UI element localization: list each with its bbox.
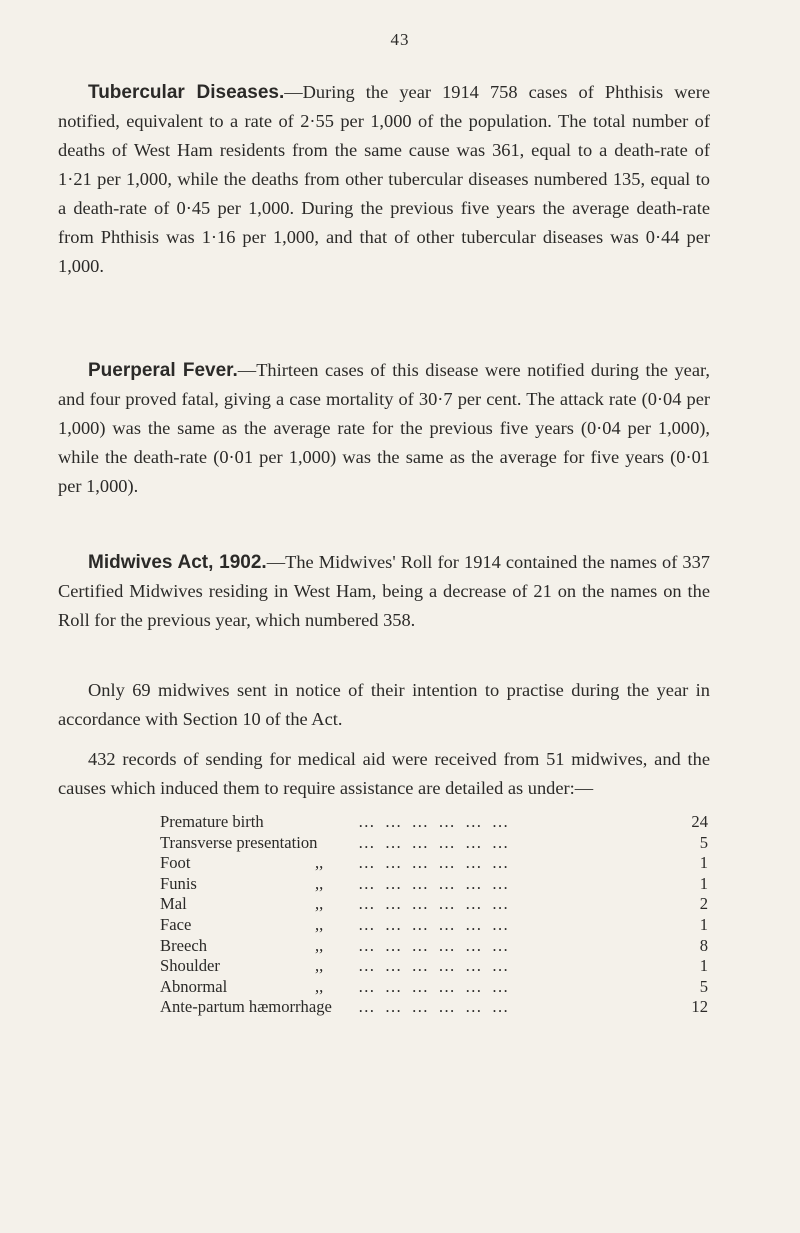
cause-label: Abnormal [160,976,228,996]
paragraph-records [58,745,710,803]
text-tubercular: —During the year 1914 758 cases of Phthisis were notified, equivalent to a rate of 2·55 per 1,000 of the population. The total number of deaths of West Ham residents from the same cause was 361, equal to a death-rate of 1·21 per 1,000, while the deaths from other tubercular diseases numbered 135, equal to a death-rate of 0·45 per 1,000. During the previous five years the average death-rate from Phthisis was 1·16 per 1,000, and that of other tubercular diseases was 0·44 per 1,000. [58,82,710,276]
table-row [58,915,710,936]
text-puerperal: —Thirteen cases of this disease were notified during the year, and four proved fatal, giving a case mortality of 30·7 per cent. The attack rate (0·04 per 1,000) was the same as the average rate for the previous five years (0·04 per 1,000), while the death-rate (0·01 per 1,000) was the same as the average for five years (0·01 per 1,000). [58,360,710,496]
text-notice: Only 69 midwives sent in notice of their intention to practise during the year in accordance with Section 10 of the Act. [58,680,710,729]
ditto-mark: ,, [315,853,324,873]
cause-label: Premature birth [160,812,264,831]
dot-leaders: … … … … … … [358,935,512,955]
text-records: 432 records of sending for medical aid were received from 51 midwives, and the causes which induced them to require assistance are detailed as under:— [58,749,710,798]
table-row [58,894,710,915]
dot-leaders: … … … … … … [358,832,512,852]
ditto-mark: ,, [315,894,324,914]
table-row [58,997,710,1018]
cause-count: 1 [699,956,708,976]
table-row [58,874,710,895]
cause-count: 24 [691,812,708,831]
cause-label: Shoulder [160,956,220,976]
dot-leaders: … … … … … … [358,976,512,996]
cause-label: Transverse presentation [160,832,318,852]
table-row [58,956,710,977]
dot-leaders: … … … … … … [358,853,512,873]
table-row [58,853,710,874]
paragraph-notice [58,676,710,734]
cause-count: 5 [699,832,708,852]
dot-leaders: … … … … … … [358,894,512,914]
cause-label: Face [160,914,192,934]
cause-count: 1 [699,914,708,934]
paragraph-midwives [58,548,710,635]
ditto-mark: ,, [315,956,324,976]
cause-count: 5 [699,976,708,996]
heading-midwives: Midwives Act, 1902. [88,552,267,573]
cause-count: 12 [691,997,708,1017]
cause-label: Breech [160,935,207,955]
ditto-mark: ,, [315,935,324,955]
table-row [58,936,710,957]
dot-leaders: … … … … … … [358,812,512,831]
heading-puerperal: Puerperal Fever. [88,360,238,381]
paragraph-tubercular [58,78,710,281]
table-row [58,812,710,833]
causes-table [58,812,710,1018]
cause-label: Foot [160,853,191,873]
table-row [58,977,710,998]
cause-count: 2 [699,894,708,914]
dot-leaders: … … … … … … [358,914,512,934]
dot-leaders: … … … … … … [358,873,512,893]
dot-leaders: … … … … … … [358,956,512,976]
ditto-mark: ,, [315,976,324,996]
heading-tubercular: Tubercular Diseases. [88,82,285,103]
ditto-mark: ,, [315,914,324,934]
cause-label: Mal [160,894,187,914]
cause-count: 8 [699,935,708,955]
cause-label: Funis [160,873,197,893]
table-row [58,833,710,854]
text-midwives: —The Midwives' Roll for 1914 contained the names of 337 Certified Midwives residing in West Ham, being a decrease of 21 on the names on the Roll for the previous year, which numbered 358. [58,552,710,630]
paragraph-puerperal [58,356,710,501]
cause-count: 1 [699,853,708,873]
dot-leaders: … … … … … … [358,997,512,1017]
ditto-mark: ,, [315,873,324,893]
page-number: 43 [390,30,410,49]
cause-count: 1 [699,873,708,893]
cause-label: Ante-partum hæmorrhage [160,997,332,1017]
